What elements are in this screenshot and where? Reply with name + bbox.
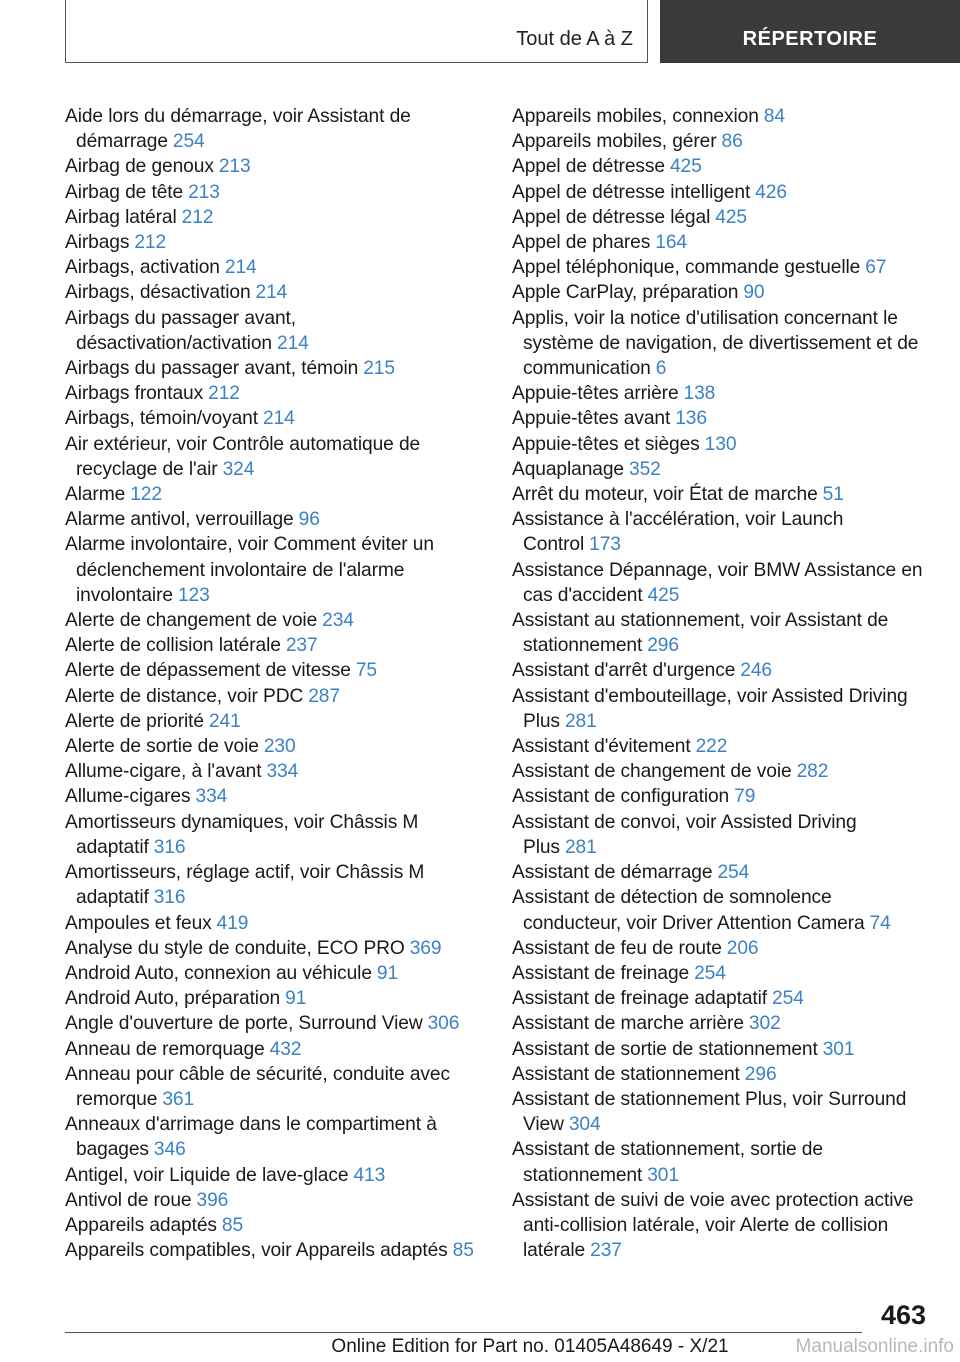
index-entry: [65, 986, 485, 1011]
index-page-link[interactable]: 164: [655, 232, 687, 254]
index-page-link[interactable]: 122: [130, 484, 162, 506]
index-page-link[interactable]: 234: [322, 610, 354, 632]
index-page-link[interactable]: 287: [308, 685, 340, 707]
index-entry: [65, 608, 485, 633]
chapter-title: RÉPERTOIRE: [742, 28, 878, 50]
index-entry-term: Assistant de freinage: [512, 962, 690, 984]
index-entry-term: Airbags frontaux: [65, 383, 204, 405]
index-page-link[interactable]: 91: [376, 962, 399, 984]
index-page-link[interactable]: 6: [655, 358, 667, 380]
index-page-link[interactable]: 254: [717, 862, 750, 884]
index-page-link[interactable]: 254: [694, 962, 726, 984]
index-page-link[interactable]: 96: [298, 509, 320, 531]
index-page-link[interactable]: 138: [683, 383, 716, 405]
index-page-link[interactable]: 361: [162, 1088, 195, 1110]
index-column-left: [65, 104, 485, 1263]
index-entry: [65, 1037, 485, 1062]
index-page-link[interactable]: 425: [669, 156, 702, 178]
index-page-link[interactable]: 306: [427, 1013, 460, 1035]
index-entry: [65, 1238, 485, 1263]
index-entry-term: Android Auto, connexion au véhicule: [65, 962, 372, 984]
index-entry-term: Assistant de stationnement: [512, 1063, 740, 1085]
index-entry-term: Airbags du passager avant, témoin: [65, 358, 359, 380]
index-entry: [512, 608, 932, 658]
index-entry: [65, 104, 485, 154]
index-page-link[interactable]: 302: [748, 1013, 781, 1035]
index-entry-term: Alerte de priorité: [65, 710, 204, 732]
index-entry-term: Ampoules et feux: [65, 912, 212, 934]
index-entry-term: Amortisseurs, réglage actif, voir Châssis M adaptatif: [65, 862, 425, 909]
index-entry: [512, 1037, 932, 1062]
index-entry-term: Appuie-têtes avant: [512, 408, 671, 430]
index-entry-term: Assistant d'embouteillage, voir Assisted Driving Plus: [512, 685, 908, 732]
index-entry: [512, 432, 932, 457]
index-entry-term: Assistance à l'accélération, voir Launch Control: [512, 509, 844, 556]
index-page-link[interactable]: 215: [363, 358, 395, 380]
index-page-link[interactable]: 75: [355, 660, 378, 682]
index-entry-term: Assistant de sortie de stationnement: [512, 1038, 818, 1060]
index-entry: [65, 1213, 485, 1238]
index-entry: [65, 911, 485, 936]
index-entry: [512, 154, 932, 179]
index-entry: [512, 482, 932, 507]
index-entry-term: Appel de détresse légal: [512, 206, 711, 228]
index-entry: [512, 406, 932, 431]
index-entry: [512, 104, 932, 129]
index-entry-term: Anneau de remorquage: [65, 1038, 265, 1060]
index-entry-term: Assistant de démarrage: [512, 862, 713, 884]
index-entry: [65, 684, 485, 709]
index-entry-term: Assistant de freinage adaptatif: [512, 988, 768, 1010]
index-entry-term: Alerte de sortie de voie: [65, 736, 259, 758]
footer-divider: [65, 1332, 862, 1333]
index-entry-term: Airbag latéral: [65, 206, 177, 228]
index-entry-term: Airbags: [65, 232, 130, 254]
index-entry: [65, 1188, 485, 1213]
index-page-link[interactable]: 214: [277, 332, 309, 354]
index-entry-term: Assistant de feu de route: [512, 937, 722, 959]
index-entry-term: Arrêt du moteur, voir État de marche: [512, 484, 818, 506]
index-entry: [512, 230, 932, 255]
index-entry: [65, 482, 485, 507]
index-entry: [65, 406, 485, 431]
index-page-link[interactable]: 346: [153, 1139, 186, 1161]
index-page-link[interactable]: 352: [629, 458, 661, 480]
watermark: Manualsonline.info: [795, 1336, 954, 1357]
index-page-link[interactable]: 136: [675, 408, 707, 430]
index-entry-term: Angle d'ouverture de porte, Surround View: [65, 1013, 423, 1035]
index-entry: [512, 784, 932, 809]
index-entry: [512, 860, 932, 885]
index-entry: [512, 936, 932, 961]
index-page-link[interactable]: 324: [222, 458, 255, 480]
index-entry: [65, 356, 485, 381]
index-page-link[interactable]: 396: [196, 1189, 229, 1211]
index-entry-term: Alerte de distance, voir PDC: [65, 685, 304, 707]
index-entry: [65, 860, 485, 910]
index-entry-term: Appuie-têtes et sièges: [512, 433, 700, 455]
index-page-link[interactable]: 230: [263, 736, 296, 758]
index-entry: [65, 280, 485, 305]
index-page-link[interactable]: 237: [285, 635, 318, 657]
index-page-link[interactable]: 281: [564, 710, 597, 732]
index-entry-term: Assistant de détection de somnolence conducteur, voir Driver Attention Camera: [512, 887, 865, 934]
index-page-link[interactable]: 90: [743, 282, 765, 304]
index-page-link[interactable]: 419: [216, 912, 249, 934]
index-entry: [65, 306, 485, 356]
index-entry-term: Assistant d'arrêt d'urgence: [512, 660, 736, 682]
index-entry: [65, 961, 485, 986]
index-entry: [65, 532, 485, 608]
index-page-link[interactable]: 173: [589, 534, 621, 556]
index-entry-term: Anneaux d'arrimage dans le compartiment à bagages: [65, 1114, 437, 1161]
index-entry: [65, 230, 485, 255]
index-page-link[interactable]: 213: [218, 156, 251, 178]
index-page-link[interactable]: 246: [740, 660, 772, 682]
index-page-link[interactable]: 74: [869, 912, 891, 934]
index-entry: [65, 154, 485, 179]
index-entry: [512, 457, 932, 482]
index-page-link[interactable]: 212: [208, 383, 240, 405]
index-entry: [65, 759, 485, 784]
index-page-link[interactable]: 237: [590, 1240, 622, 1262]
index-entry-term: Antivol de roue: [65, 1189, 192, 1211]
index-page-link[interactable]: 425: [647, 584, 680, 606]
index-entry: [65, 1062, 485, 1112]
index-entry: [512, 734, 932, 759]
index-entry-term: Android Auto, préparation: [65, 988, 281, 1010]
index-entry: [512, 1137, 932, 1187]
index-entry-term: Airbags du passager avant, désactivation/activation: [65, 307, 296, 354]
index-entry-term: Airbag de genoux: [65, 156, 214, 178]
page-number: 463: [880, 1300, 926, 1330]
index-page-link[interactable]: 91: [285, 988, 307, 1010]
index-entry-term: Antigel, voir Liquide de lave-glace: [65, 1164, 349, 1186]
index-page-link[interactable]: 212: [134, 232, 167, 254]
index-page-link[interactable]: 254: [772, 988, 804, 1010]
index-entry-term: Anneau pour câble de sécurité, conduite avec remorque: [65, 1063, 450, 1110]
index-entry: [512, 507, 932, 557]
section-title: Tout de A à Z: [516, 28, 633, 50]
index-entry: [512, 961, 932, 986]
index-entry: [65, 810, 485, 860]
index-page-link[interactable]: 51: [822, 484, 844, 506]
index-page-link[interactable]: 425: [715, 206, 747, 228]
index-entry-term: Allume-cigares: [65, 786, 191, 808]
index-page-link[interactable]: 130: [704, 433, 737, 455]
index-entry: [512, 205, 932, 230]
index-page-link[interactable]: 214: [255, 282, 288, 304]
index-page-link[interactable]: 334: [195, 786, 228, 808]
index-page-link[interactable]: 296: [647, 635, 679, 657]
index-page-link[interactable]: 213: [188, 181, 220, 203]
chapter-tab: [660, 0, 960, 63]
index-entry-term: Appel téléphonique, commande gestuelle: [512, 257, 861, 279]
index-entry: [65, 936, 485, 961]
index-entry: [65, 633, 485, 658]
index-entry: [512, 129, 932, 154]
index-entry-term: Assistant de convoi, voir Assisted Driving Plus: [512, 811, 857, 858]
index-page-link[interactable]: 123: [177, 584, 210, 606]
index-entry: [65, 1112, 485, 1162]
index-entry: [512, 658, 932, 683]
index-entry-term: Assistant de changement de voie: [512, 761, 792, 783]
index-entry: [512, 1087, 932, 1137]
index-page-link[interactable]: 296: [744, 1063, 777, 1085]
index-entry-term: Assistant de suivi de voie avec protection active anti-collision latérale, voir Alerte de collision latérale: [512, 1189, 914, 1262]
index-entry-term: Assistant de configuration: [512, 786, 730, 808]
index-entry-term: Appuie-têtes arrière: [512, 383, 679, 405]
index-entry-term: Alerte de dépassement de vitesse: [65, 660, 351, 682]
index-page-link[interactable]: 214: [262, 408, 295, 430]
index-entry-term: Air extérieur, voir Contrôle automatique de recyclage de l'air: [65, 433, 421, 480]
index-entry: [65, 205, 485, 230]
index-page-link[interactable]: 222: [695, 736, 728, 758]
index-entry-term: Appareils compatibles, voir Appareils adaptés: [65, 1240, 448, 1262]
index-entry-term: Alerte de collision latérale: [65, 635, 281, 657]
index-entry-term: Assistant de stationnement, sortie de stationnement: [512, 1139, 823, 1186]
index-entry-term: Apple CarPlay, préparation: [512, 282, 739, 304]
index-entry-term: Analyse du style de conduite, ECO PRO: [65, 937, 405, 959]
index-page-link[interactable]: 304: [568, 1114, 601, 1136]
index-entry-term: Aquaplanage: [512, 458, 625, 480]
footer-edition: Online Edition for Part no. 01405A48649 - X/21: [331, 1336, 729, 1357]
index-entry-term: Alerte de changement de voie: [65, 610, 318, 632]
index-entry: [65, 180, 485, 205]
index-entry-term: Assistant de marche arrière: [512, 1013, 744, 1035]
index-entry: [512, 810, 932, 860]
index-entry: [65, 507, 485, 532]
index-entry-term: Airbag de tête: [65, 181, 184, 203]
index-entry-term: Aide lors du démarrage, voir Assistant de démarrage: [65, 106, 411, 153]
index-entry: [512, 280, 932, 305]
index-entry-term: Amortisseurs dynamiques, voir Châssis M adaptatif: [65, 811, 419, 858]
index-entry-term: Airbags, activation: [65, 257, 220, 279]
index-page-link[interactable]: 86: [721, 131, 743, 153]
index-page-link[interactable]: 254: [172, 131, 205, 153]
index-entry: [65, 658, 485, 683]
index-entry: [512, 885, 932, 935]
index-entry-term: Appareils mobiles, gérer: [512, 131, 717, 153]
index-page-link[interactable]: 281: [564, 836, 597, 858]
index-entry: [65, 734, 485, 759]
index-entry: [512, 1188, 932, 1264]
index-page-link[interactable]: 79: [734, 786, 756, 808]
index-entry: [512, 986, 932, 1011]
index-entry: [65, 1163, 485, 1188]
index-page-link[interactable]: 426: [755, 181, 787, 203]
index-entry-term: Airbags, désactivation: [65, 282, 251, 304]
index-page-link[interactable]: 334: [266, 761, 299, 783]
index-page-link[interactable]: 369: [409, 937, 442, 959]
index-entry: [512, 180, 932, 205]
index-entry: [512, 381, 932, 406]
index-entry: [512, 1011, 932, 1036]
index-entry: [65, 381, 485, 406]
index-entry-term: Airbags, témoin/voyant: [65, 408, 258, 430]
index-entry-term: Appel de détresse intelligent: [512, 181, 751, 203]
index-entry: [512, 558, 932, 608]
index-entry: [65, 255, 485, 280]
index-entry-term: Assistant au stationnement, voir Assistant de stationnement: [512, 610, 889, 657]
index-page-link[interactable]: 241: [208, 710, 241, 732]
index-entry: [65, 784, 485, 809]
index-entry: [65, 1011, 485, 1036]
index-entry-term: Assistant de stationnement Plus, voir Surround View: [512, 1088, 907, 1136]
index-entry-term: Appel de phares: [512, 232, 651, 254]
index-entry-term: Applis, voir la notice d'utilisation concernant le système de navigation, de divertissement et de communication: [512, 307, 919, 380]
index-page-link[interactable]: 282: [796, 761, 829, 783]
index-entry: [512, 1062, 932, 1087]
index-page-link[interactable]: 316: [153, 887, 186, 909]
index-page-link[interactable]: 214: [224, 257, 257, 279]
index-entry-term: Alarme: [65, 484, 126, 506]
index-page-link[interactable]: 432: [269, 1038, 302, 1060]
index-page-link[interactable]: 85: [452, 1240, 474, 1262]
index-entry-term: Alarme antivol, verrouillage: [65, 509, 294, 531]
index-entry: [65, 709, 485, 734]
index-entry: [512, 306, 932, 382]
index-entry-term: Allume-cigare, à l'avant: [65, 761, 262, 783]
index-page-link[interactable]: 212: [181, 206, 214, 228]
index-page-link[interactable]: 67: [865, 257, 887, 279]
index-page-link[interactable]: 84: [763, 106, 785, 127]
index-page-link[interactable]: 206: [726, 937, 759, 959]
index-page-link[interactable]: 413: [353, 1164, 386, 1186]
index-page-link[interactable]: 316: [153, 836, 186, 858]
section-tab: [65, 0, 648, 63]
index-entry: [512, 759, 932, 784]
index-entry-term: Assistant d'évitement: [512, 736, 691, 758]
index-column-right: [512, 104, 932, 1263]
index-entry-term: Alarme involontaire, voir Comment éviter un déclenchement involontaire de l'alarme involontaire: [65, 534, 434, 606]
index-entry: [512, 255, 932, 280]
index-page-link[interactable]: 85: [221, 1214, 244, 1236]
index-page-link[interactable]: 301: [647, 1164, 679, 1186]
index-entry-term: Assistance Dépannage, voir BMW Assistance en cas d'accident: [512, 559, 923, 606]
index-entry: [65, 432, 485, 482]
index-page-link[interactable]: 301: [822, 1038, 855, 1060]
index-entry-term: Appareils mobiles, connexion: [512, 106, 759, 127]
index-entry-term: Appareils adaptés: [65, 1214, 217, 1236]
index-entry-term: Appel de détresse: [512, 156, 665, 178]
index-entry: [512, 684, 932, 734]
